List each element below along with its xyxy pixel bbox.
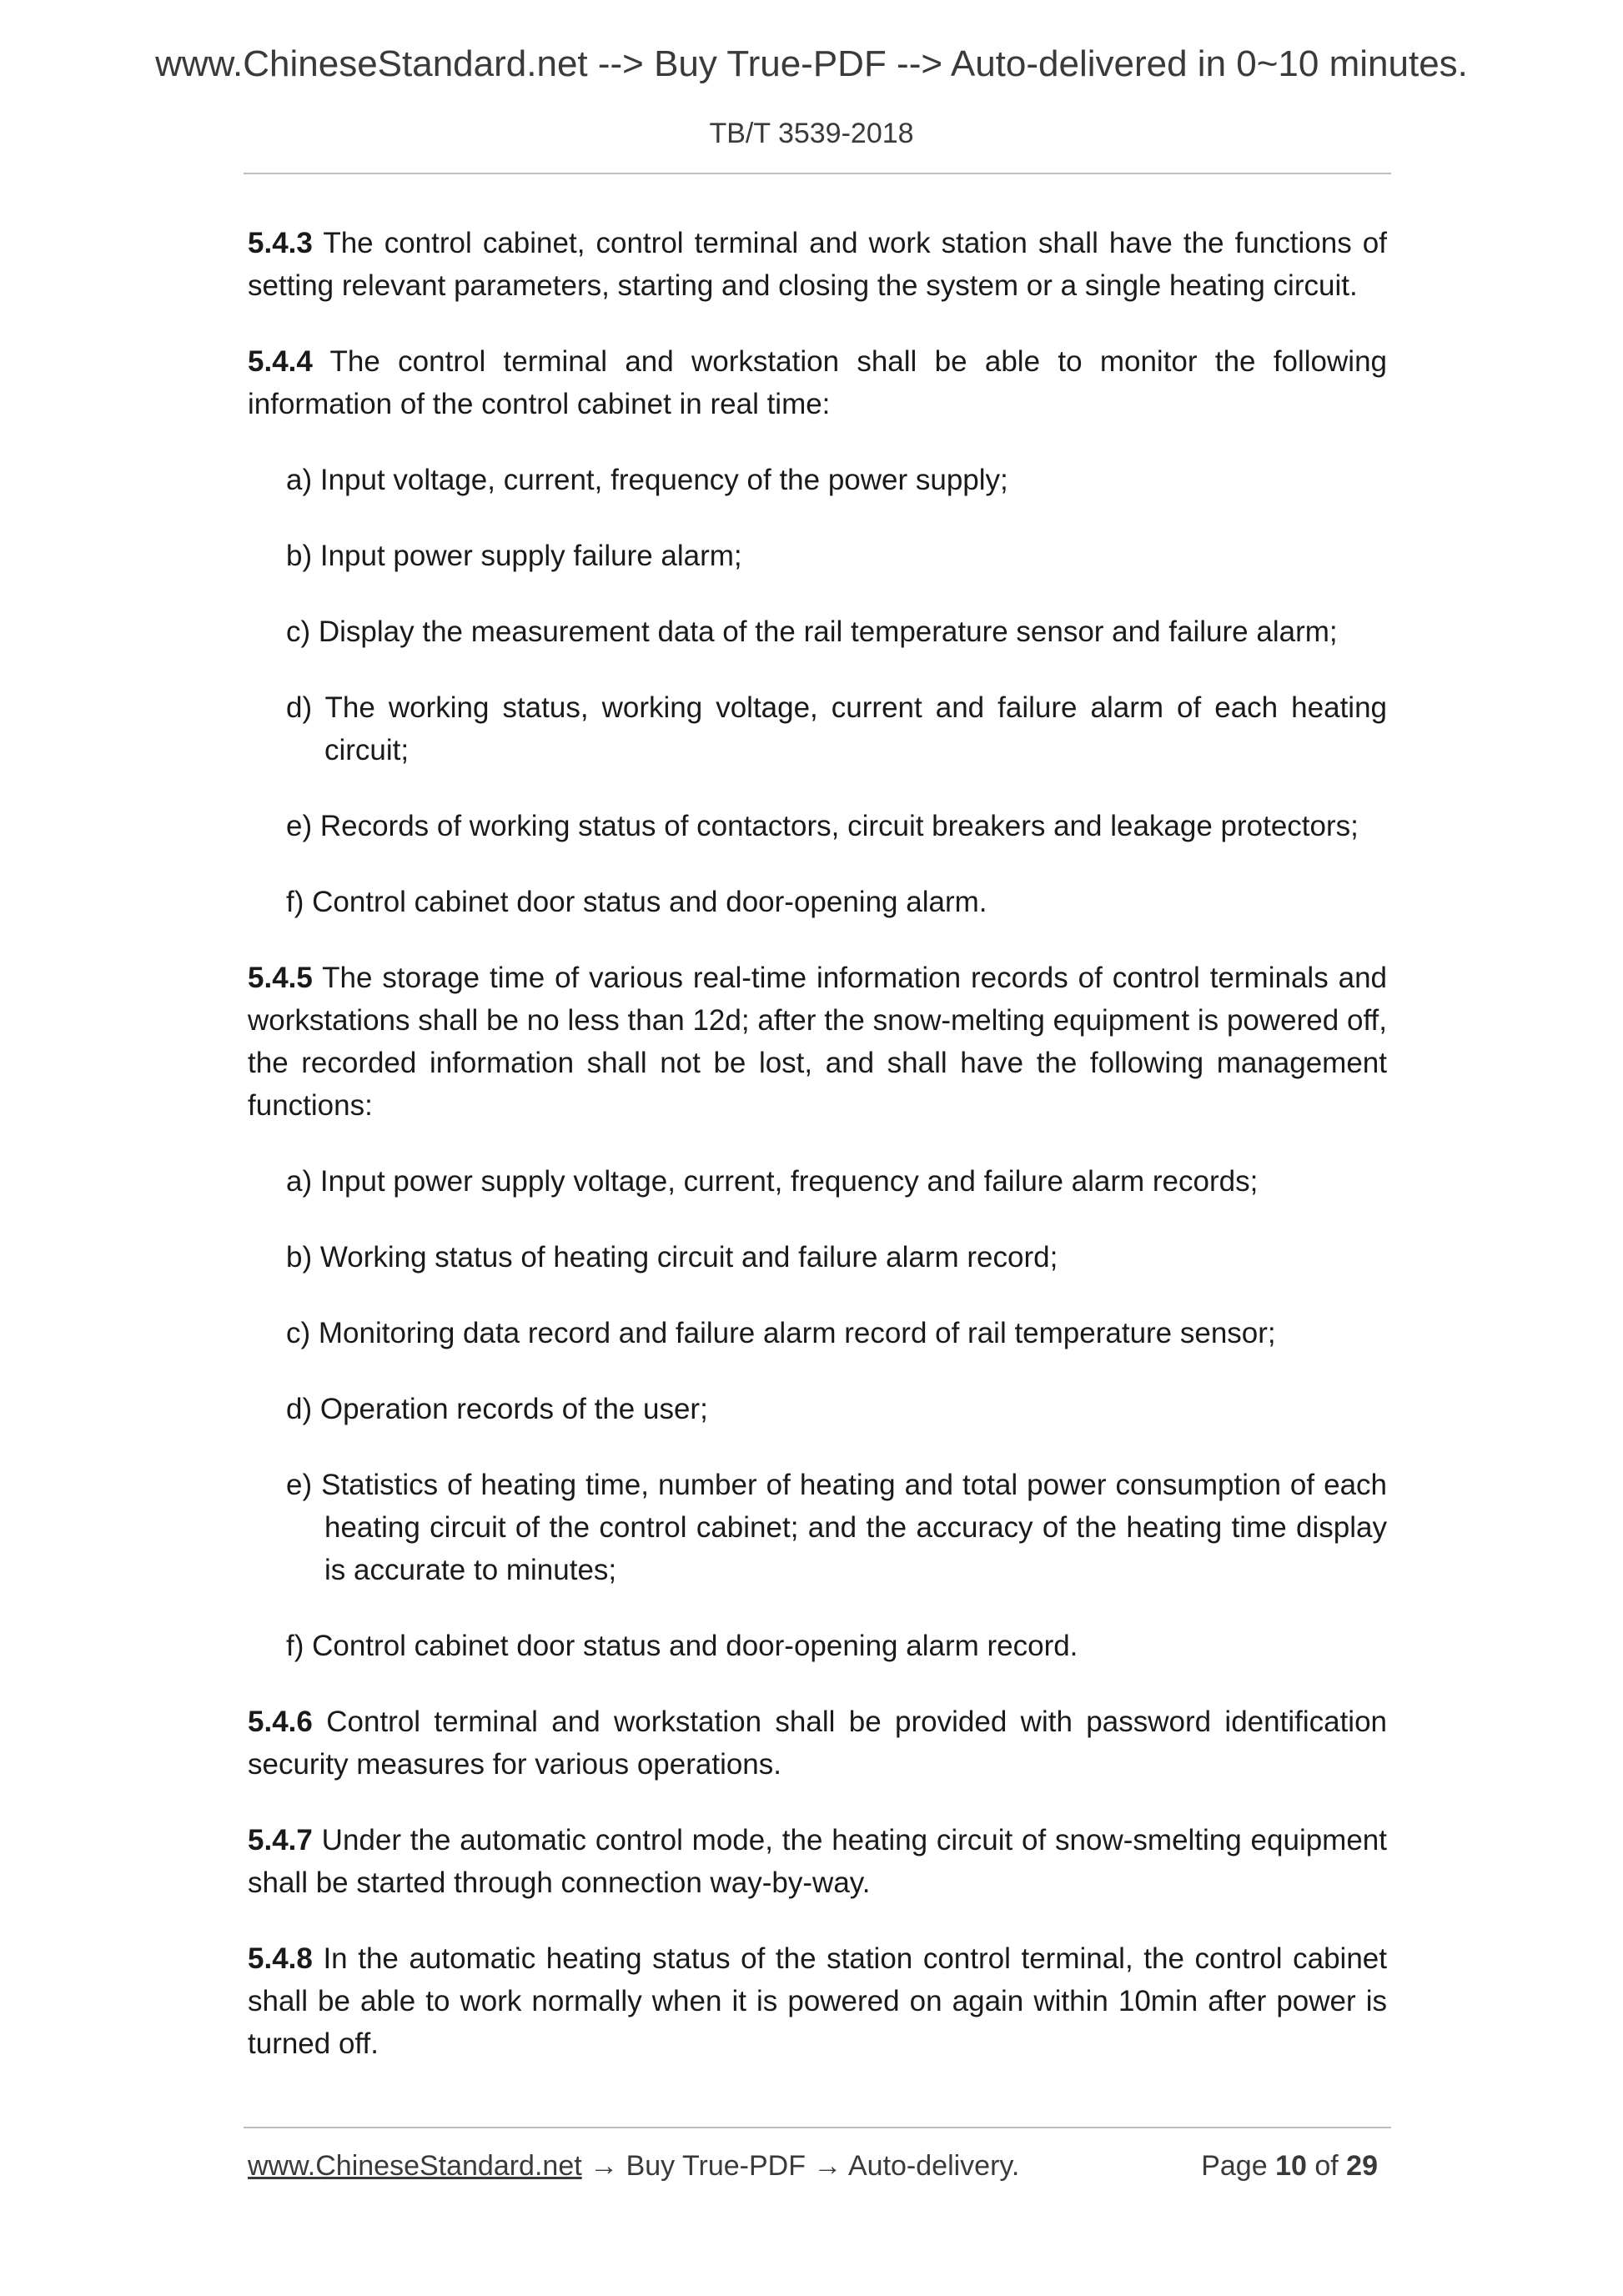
clause-number: 5.4.3 [248, 227, 313, 259]
clause-text: In the automatic heating status of the station control terminal, the control cabinet shall be able to work normally when it is powered on again within 10min after power is turned off. [248, 1942, 1387, 2060]
list-item: e) Statistics of heating time, number of heating and total power consumption of each heating circuit of the control cabinet; and the accuracy of the heating time display is accurate to minutes; [286, 1469, 1387, 1586]
clause-text: The storage time of various real-time information records of control terminals and workstations shall be no less than 12d; after the snow-melting equipment is powered off, the recorded information shall not be lost, and shall have the following management functions: [248, 962, 1388, 1122]
clause-number: 5.4.6 [248, 1706, 313, 1738]
clause-text: The control cabinet, control terminal and work station shall have the functions of setting relevant parameters, starting and closing the system or a single heating circuit. [248, 227, 1388, 302]
list-item: a) Input power supply voltage, current, frequency and failure alarm records; [286, 1165, 1259, 1198]
clause-number: 5.4.8 [248, 1942, 313, 1975]
clause-5-4-5 [248, 957, 1387, 1127]
clause-number: 5.4.5 [248, 962, 313, 994]
footer-site-link[interactable]: www.ChineseStandard.net [248, 2150, 582, 2182]
list-item: d) The working status, working voltage, current and failure alarm of each heating circuit; [286, 691, 1387, 766]
standard-code: TB/T 3539-2018 [709, 118, 914, 149]
document-body [248, 222, 1387, 2098]
page-of: of [1314, 2150, 1339, 2182]
header-divider [244, 173, 1391, 174]
list-item: f) Control cabinet door status and door-opening alarm record. [286, 1630, 1078, 1662]
top-banner: www.ChineseStandard.net --> Buy True-PDF --> Auto-delivered in 0~10 minutes. [155, 43, 1468, 84]
list-item: b) Working status of heating circuit and failure alarm record; [286, 1241, 1058, 1274]
list-item: f) Control cabinet door status and door-opening alarm. [286, 886, 987, 918]
list-item: b) Input power supply failure alarm; [286, 540, 742, 572]
list-item: c) Monitoring data record and failure alarm record of rail temperature sensor; [286, 1317, 1276, 1349]
page-label: Page [1201, 2150, 1268, 2182]
clause-5-4-8 [248, 1937, 1387, 2065]
clause-text: The control terminal and workstation shall be able to monitor the following information of the control cabinet in real time: [248, 345, 1388, 420]
page-current: 10 [1275, 2150, 1307, 2182]
clause-5-4-3 [248, 222, 1387, 307]
list-item: e) Records of working status of contactors, circuit breakers and leakage protectors; [286, 810, 1359, 842]
list-item: c) Display the measurement data of the rail temperature sensor and failure alarm; [286, 615, 1338, 648]
clause-text: Under the automatic control mode, the heating circuit of snow-smelting equipment shall be started through connection way-by-way. [248, 1824, 1387, 1899]
page-total: 29 [1346, 2150, 1378, 2182]
page-footer [248, 2150, 1378, 2183]
footer-divider [244, 2127, 1391, 2128]
clause-5-4-6 [248, 1701, 1387, 1786]
page-number [1201, 2150, 1378, 2183]
clause-text: Control terminal and workstation shall be provided with password identification security measures for various operations. [248, 1706, 1387, 1781]
clause-5-4-7 [248, 1819, 1387, 1904]
list-item: a) Input voltage, current, frequency of the power supply; [286, 464, 1008, 496]
clause-number: 5.4.7 [248, 1824, 313, 1856]
clause-number: 5.4.4 [248, 345, 313, 378]
clause-5-4-4 [248, 340, 1387, 425]
list-item: d) Operation records of the user; [286, 1393, 708, 1425]
footer-promo-text: → Buy True-PDF → Auto-delivery. [590, 2150, 1020, 2182]
